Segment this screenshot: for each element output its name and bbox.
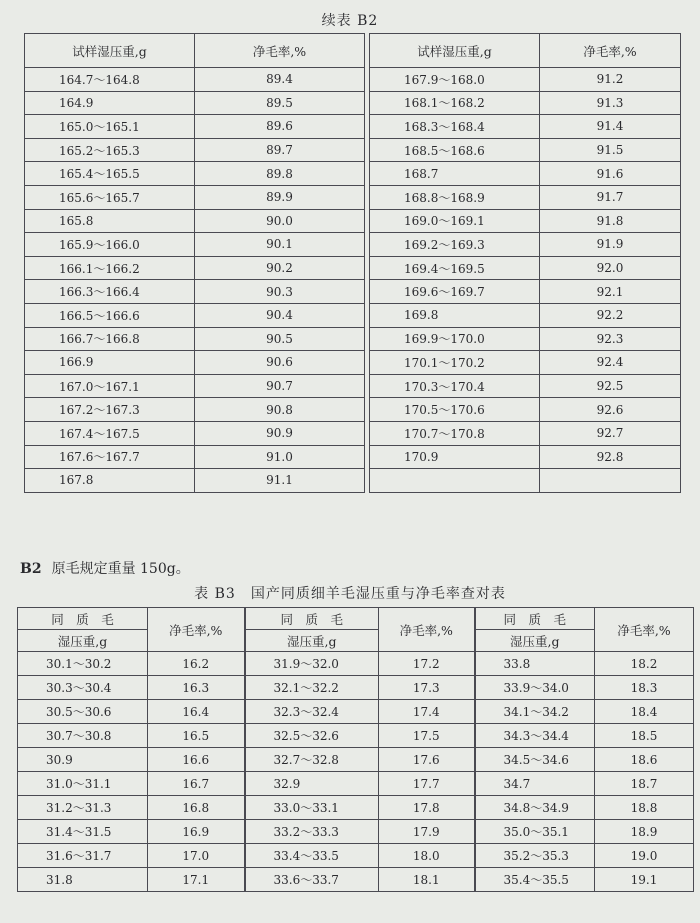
table-row <box>18 724 694 748</box>
table-row <box>25 138 681 162</box>
weight-cell: 169.4～169.5 <box>370 256 540 280</box>
weight-cell: 170.1～170.2 <box>370 351 540 375</box>
weight-cell: 34.7 <box>475 772 595 796</box>
table-row <box>18 844 694 868</box>
header-weight-1: 湿压重,g <box>18 630 148 652</box>
rate-cell: 89.6 <box>195 115 365 139</box>
table-row <box>25 185 681 209</box>
rate-cell: 89.8 <box>195 162 365 186</box>
header-group-2: 同 质 毛 <box>245 608 379 630</box>
rate-cell: 91.6 <box>540 162 681 186</box>
weight-cell: 33.2～33.3 <box>245 820 379 844</box>
weight-cell <box>370 469 540 493</box>
header-rate-3: 净毛率,% <box>595 608 694 652</box>
rate-cell: 90.1 <box>195 233 365 257</box>
weight-cell: 33.4～33.5 <box>245 844 379 868</box>
rate-cell: 16.9 <box>148 820 245 844</box>
rate-cell: 92.8 <box>540 445 681 469</box>
rate-cell: 18.7 <box>595 772 694 796</box>
weight-cell: 30.1～30.2 <box>18 652 148 676</box>
weight-cell: 167.4～167.5 <box>25 421 195 445</box>
table-row <box>25 327 681 351</box>
table-row <box>25 469 681 493</box>
header-weight-2: 湿压重,g <box>245 630 379 652</box>
rate-cell: 17.6 <box>379 748 475 772</box>
weight-cell: 33.9～34.0 <box>475 676 595 700</box>
rate-cell: 18.0 <box>379 844 475 868</box>
rate-cell: 91.7 <box>540 185 681 209</box>
weight-cell: 30.5～30.6 <box>18 700 148 724</box>
weight-cell: 165.2～165.3 <box>25 138 195 162</box>
rate-cell: 16.8 <box>148 796 245 820</box>
rate-cell: 19.1 <box>595 868 694 892</box>
table-row <box>25 256 681 280</box>
header-rate-left: 净毛率,% <box>195 34 365 68</box>
rate-cell: 18.6 <box>595 748 694 772</box>
table-row <box>25 209 681 233</box>
table-row <box>18 820 694 844</box>
rate-cell: 89.4 <box>195 68 365 92</box>
rate-cell: 17.7 <box>379 772 475 796</box>
table-row <box>25 280 681 304</box>
rate-cell: 17.3 <box>379 676 475 700</box>
weight-cell: 33.0～33.1 <box>245 796 379 820</box>
weight-cell: 31.9～32.0 <box>245 652 379 676</box>
weight-cell: 34.1～34.2 <box>475 700 595 724</box>
header-weight-3: 湿压重,g <box>475 630 595 652</box>
table-row <box>25 398 681 422</box>
rate-cell: 91.2 <box>540 68 681 92</box>
rate-cell: 91.1 <box>195 469 365 493</box>
weight-cell: 168.1～168.2 <box>370 91 540 115</box>
weight-cell: 166.7～166.8 <box>25 327 195 351</box>
table-row <box>25 68 681 92</box>
rate-cell: 91.8 <box>540 209 681 233</box>
weight-cell: 170.3～170.4 <box>370 374 540 398</box>
header-rate-right: 净毛率,% <box>540 34 681 68</box>
weight-cell: 169.0～169.1 <box>370 209 540 233</box>
b2-note-text: 原毛规定重量 150g。 <box>51 561 190 577</box>
weight-cell: 166.1～166.2 <box>25 256 195 280</box>
table-row <box>25 162 681 186</box>
b2-note <box>20 558 190 578</box>
table-row <box>18 652 694 676</box>
weight-cell: 166.5～166.6 <box>25 303 195 327</box>
rate-cell: 89.7 <box>195 138 365 162</box>
rate-cell: 90.7 <box>195 374 365 398</box>
b2-note-label: B2 <box>20 561 42 577</box>
weight-cell: 165.0～165.1 <box>25 115 195 139</box>
weight-cell: 35.2～35.3 <box>475 844 595 868</box>
rate-cell: 17.4 <box>379 700 475 724</box>
weight-cell: 32.9 <box>245 772 379 796</box>
rate-cell: 90.2 <box>195 256 365 280</box>
rate-cell: 16.3 <box>148 676 245 700</box>
rate-cell: 18.3 <box>595 676 694 700</box>
table-row <box>18 748 694 772</box>
rate-cell: 92.7 <box>540 421 681 445</box>
rate-cell: 92.2 <box>540 303 681 327</box>
rate-cell: 91.5 <box>540 138 681 162</box>
weight-cell: 169.6～169.7 <box>370 280 540 304</box>
weight-cell: 34.5～34.6 <box>475 748 595 772</box>
weight-cell: 35.4～35.5 <box>475 868 595 892</box>
rate-cell: 16.6 <box>148 748 245 772</box>
header-group-1: 同 质 毛 <box>18 608 148 630</box>
rate-cell: 89.9 <box>195 185 365 209</box>
rate-cell: 92.4 <box>540 351 681 375</box>
weight-cell: 167.0～167.1 <box>25 374 195 398</box>
rate-cell: 92.0 <box>540 256 681 280</box>
rate-cell: 90.8 <box>195 398 365 422</box>
rate-cell: 90.3 <box>195 280 365 304</box>
weight-cell: 168.5～168.6 <box>370 138 540 162</box>
weight-cell: 31.2～31.3 <box>18 796 148 820</box>
weight-cell: 34.8～34.9 <box>475 796 595 820</box>
weight-cell: 169.9～170.0 <box>370 327 540 351</box>
weight-cell: 169.8 <box>370 303 540 327</box>
weight-cell: 32.3～32.4 <box>245 700 379 724</box>
header-rate-1: 净毛率,% <box>148 608 245 652</box>
weight-cell: 31.0～31.1 <box>18 772 148 796</box>
header-weight-right: 试样湿压重,g <box>370 34 540 68</box>
rate-cell: 90.9 <box>195 421 365 445</box>
rate-cell: 18.9 <box>595 820 694 844</box>
rate-cell: 18.1 <box>379 868 475 892</box>
weight-cell: 32.7～32.8 <box>245 748 379 772</box>
rate-cell: 16.5 <box>148 724 245 748</box>
rate-cell: 18.8 <box>595 796 694 820</box>
rate-cell: 92.5 <box>540 374 681 398</box>
weight-cell: 168.7 <box>370 162 540 186</box>
table-b3-header-sub <box>18 630 694 652</box>
weight-cell: 167.2～167.3 <box>25 398 195 422</box>
header-weight-left: 试样湿压重,g <box>25 34 195 68</box>
weight-cell: 31.4～31.5 <box>18 820 148 844</box>
table-row <box>18 676 694 700</box>
weight-cell: 165.4～165.5 <box>25 162 195 186</box>
table-b2-title: 续表 B2 <box>321 13 379 29</box>
weight-cell: 165.6～165.7 <box>25 185 195 209</box>
rate-cell: 18.4 <box>595 700 694 724</box>
rate-cell <box>540 469 681 493</box>
weight-cell: 167.8 <box>25 469 195 493</box>
weight-cell: 31.6～31.7 <box>18 844 148 868</box>
rate-cell: 90.0 <box>195 209 365 233</box>
rate-cell: 91.9 <box>540 233 681 257</box>
rate-cell: 92.6 <box>540 398 681 422</box>
weight-cell: 164.9 <box>25 91 195 115</box>
rate-cell: 91.4 <box>540 115 681 139</box>
rate-cell: 16.4 <box>148 700 245 724</box>
header-group-3: 同 质 毛 <box>475 608 595 630</box>
table-row <box>18 796 694 820</box>
weight-cell: 33.6～33.7 <box>245 868 379 892</box>
rate-cell: 90.6 <box>195 351 365 375</box>
weight-cell: 30.3～30.4 <box>18 676 148 700</box>
table-row <box>18 772 694 796</box>
table-row <box>25 374 681 398</box>
rate-cell: 90.5 <box>195 327 365 351</box>
rate-cell: 91.0 <box>195 445 365 469</box>
weight-cell: 164.7～164.8 <box>25 68 195 92</box>
table-row <box>18 868 694 892</box>
rate-cell: 18.2 <box>595 652 694 676</box>
table-row <box>18 700 694 724</box>
rate-cell: 17.9 <box>379 820 475 844</box>
table-row <box>25 421 681 445</box>
weight-cell: 34.3～34.4 <box>475 724 595 748</box>
rate-cell: 91.3 <box>540 91 681 115</box>
rate-cell: 92.1 <box>540 280 681 304</box>
table-b2 <box>24 33 681 493</box>
weight-cell: 170.7～170.8 <box>370 421 540 445</box>
weight-cell: 168.8～168.9 <box>370 185 540 209</box>
table-b3 <box>17 607 694 892</box>
table-b3-header-top <box>18 608 694 630</box>
table-b2-header <box>25 34 681 68</box>
weight-cell: 35.0～35.1 <box>475 820 595 844</box>
weight-cell: 33.8 <box>475 652 595 676</box>
rate-cell: 90.4 <box>195 303 365 327</box>
weight-cell: 167.9～168.0 <box>370 68 540 92</box>
rate-cell: 89.5 <box>195 91 365 115</box>
weight-cell: 165.9～166.0 <box>25 233 195 257</box>
weight-cell: 32.1～32.2 <box>245 676 379 700</box>
weight-cell: 167.6～167.7 <box>25 445 195 469</box>
table-row <box>25 445 681 469</box>
weight-cell: 31.8 <box>18 868 148 892</box>
rate-cell: 19.0 <box>595 844 694 868</box>
rate-cell: 17.8 <box>379 796 475 820</box>
weight-cell: 166.3～166.4 <box>25 280 195 304</box>
table-row <box>25 233 681 257</box>
rate-cell: 92.3 <box>540 327 681 351</box>
weight-cell: 168.3～168.4 <box>370 115 540 139</box>
weight-cell: 165.8 <box>25 209 195 233</box>
rate-cell: 18.5 <box>595 724 694 748</box>
rate-cell: 16.2 <box>148 652 245 676</box>
table-row <box>25 303 681 327</box>
header-rate-2: 净毛率,% <box>379 608 475 652</box>
rate-cell: 17.5 <box>379 724 475 748</box>
weight-cell: 169.2～169.3 <box>370 233 540 257</box>
rate-cell: 16.7 <box>148 772 245 796</box>
rate-cell: 17.0 <box>148 844 245 868</box>
table-b3-title: 表 B3 国产同质细羊毛湿压重与净毛率查对表 <box>194 586 506 602</box>
table-row <box>25 91 681 115</box>
table-row <box>25 115 681 139</box>
weight-cell: 32.5～32.6 <box>245 724 379 748</box>
rate-cell: 17.1 <box>148 868 245 892</box>
weight-cell: 30.7～30.8 <box>18 724 148 748</box>
weight-cell: 170.9 <box>370 445 540 469</box>
weight-cell: 166.9 <box>25 351 195 375</box>
weight-cell: 170.5～170.6 <box>370 398 540 422</box>
table-row <box>25 351 681 375</box>
weight-cell: 30.9 <box>18 748 148 772</box>
rate-cell: 17.2 <box>379 652 475 676</box>
